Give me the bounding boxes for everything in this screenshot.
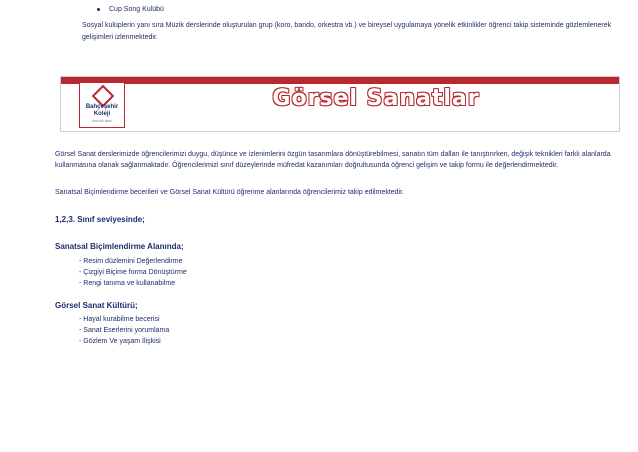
clubs-paragraph: Sosyal kulüplerin yanı sıra Müzik derslerinde oluşturulan grup (koro, bando, orkestra vb.) ve bireysel uygulamaya yönelik etkinlikler öğrenci takip sisteminde gözlemlenerek gelişimleri izlenmektedir. [82,22,612,41]
bullet-dot-icon [97,8,100,11]
section-heading-artistic-formation: Sanatsal Biçimlendirme Alanında; [55,242,184,251]
visual-art-culture-list [79,314,169,347]
logo-subtitle: 1994'TEN BERİ [91,120,113,123]
learning-areas-text: Sanatsal Biçimlendirme becerileri ve Görsel Sanat Kültürü öğrenme alanlarında öğrencilerimiz takip edilmektedir. [55,189,404,196]
list-item: - Gözlem Ve yaşam İlişkisi [79,338,161,345]
club-bullet-text: Cup Song Kulübü [109,6,164,13]
grade-level-heading: 1,2,3. Sınıf seviyesinde; [55,215,145,224]
logo-name [80,104,124,118]
banner-top-strip [61,77,619,84]
list-item: - Çizgiyi Biçime forma Dönüştürme [79,269,187,276]
section-banner [60,76,620,132]
list-item: - Sanat Eserlerini yorumlama [79,327,170,334]
banner-title: Görsel Sanatlar [272,86,480,111]
list-item: - Resim düzlemini Değerlendirme [79,258,183,265]
intro-paragraph: Görsel Sanat derslerimizde öğrencilerimizi duygu, düşünce ve izlenimlerini özgün tasarımlara dönüştürebilmesi, sanatın tüm dalları ile tanıştırırken, değişik teknikleri farklı alanlarda kullanmasına olanak sağlanmaktadır. Öğrencilerimizi sınıf düzeylerinde müfredat kazanımları doğrultusunda öğrenci gelişim ve takip formu ile değerlendirmektedir. [55,151,611,169]
school-logo [79,82,125,128]
logo-name-line1: Bahçeşehir [85,104,119,110]
list-item: - Rengi tanıma ve kullanabilme [79,280,176,287]
logo-name-line2: Koleji [93,111,111,117]
artistic-formation-list [79,256,187,289]
section-heading-visual-art-culture: Görsel Sanat Kültürü; [55,301,138,310]
list-item: - Hayal kurabilme becerisi [79,316,160,323]
club-bullet-item [97,6,164,13]
